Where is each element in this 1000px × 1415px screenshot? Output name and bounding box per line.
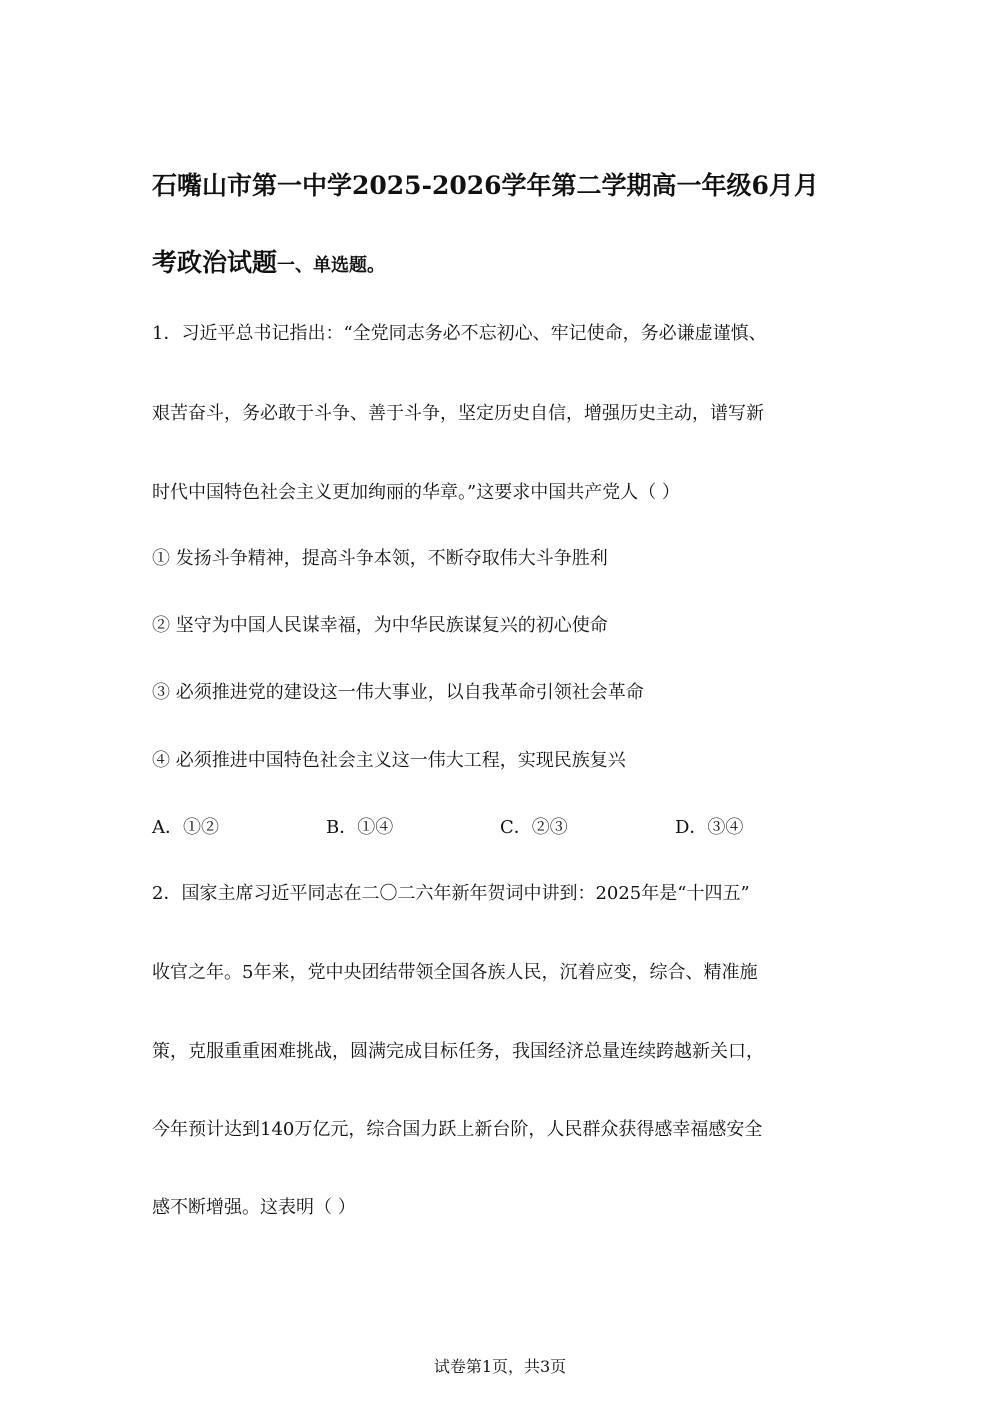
question-1-options (152, 815, 852, 841)
section-heading: 一、单选题。 (277, 255, 386, 276)
page-footer: 试卷第1页，共3页 (433, 1357, 567, 1376)
question-1-statement-4: ④ 必须推进中国特色社会主义这一伟大工程，实现民族复兴 (152, 750, 626, 771)
option-c[interactable]: C．②③ (500, 817, 568, 838)
option-d[interactable]: D．③④ (675, 817, 744, 838)
exam-title-line-1 (152, 170, 852, 202)
question-2-stem-line: 策，克服重重困难挑战，圆满完成目标任务，我国经济总量连续跨越新关口， (152, 1041, 764, 1062)
question-1-stem-line: 时代中国特色社会主义更加绚丽的华章。”这要求中国共产党人（ ） (152, 482, 680, 503)
question-1-statement-1: ① 发扬斗争精神，提高斗争本领，不断夺取伟大斗争胜利 (152, 548, 608, 569)
exam-title-text-continued: 考政治试题 (152, 248, 278, 277)
question-2-stem-line: 2．国家主席习近平同志在二〇二六年新年贺词中讲到：2025年是“十四五” (152, 883, 750, 904)
option-b[interactable]: B．①④ (326, 817, 394, 838)
question-1-stem-line: 艰苦奋斗，务必敢于斗争、善于斗争，坚定历史自信，增强历史主动，谱写新 (152, 403, 764, 424)
question-1-statement-3: ③ 必须推进党的建设这一伟大事业，以自我革命引领社会革命 (152, 682, 644, 703)
question-1-statement-2: ② 坚守为中国人民谋幸福，为中华民族谋复兴的初心使命 (152, 615, 608, 636)
question-1-stem-line: 1．习近平总书记指出：“全党同志务必不忘初心、牢记使命，务必谦虚谨慎、 (152, 323, 767, 344)
exam-title-text: 石嘴山市第一中学2025-2026学年第二学期高一年级6月月 (152, 171, 819, 200)
question-2-stem-line: 收官之年。5年来，党中央团结带领全国各族人民，沉着应变，综合、精准施 (152, 962, 758, 983)
exam-title-line-2 (152, 247, 852, 282)
question-2-stem-line: 今年预计达到140万亿元，综合国力跃上新台阶，人民群众获得感幸福感安全 (152, 1119, 763, 1140)
question-2-stem-line: 感不断增强。这表明（ ） (152, 1197, 356, 1218)
option-a[interactable]: A．①② (152, 817, 219, 838)
